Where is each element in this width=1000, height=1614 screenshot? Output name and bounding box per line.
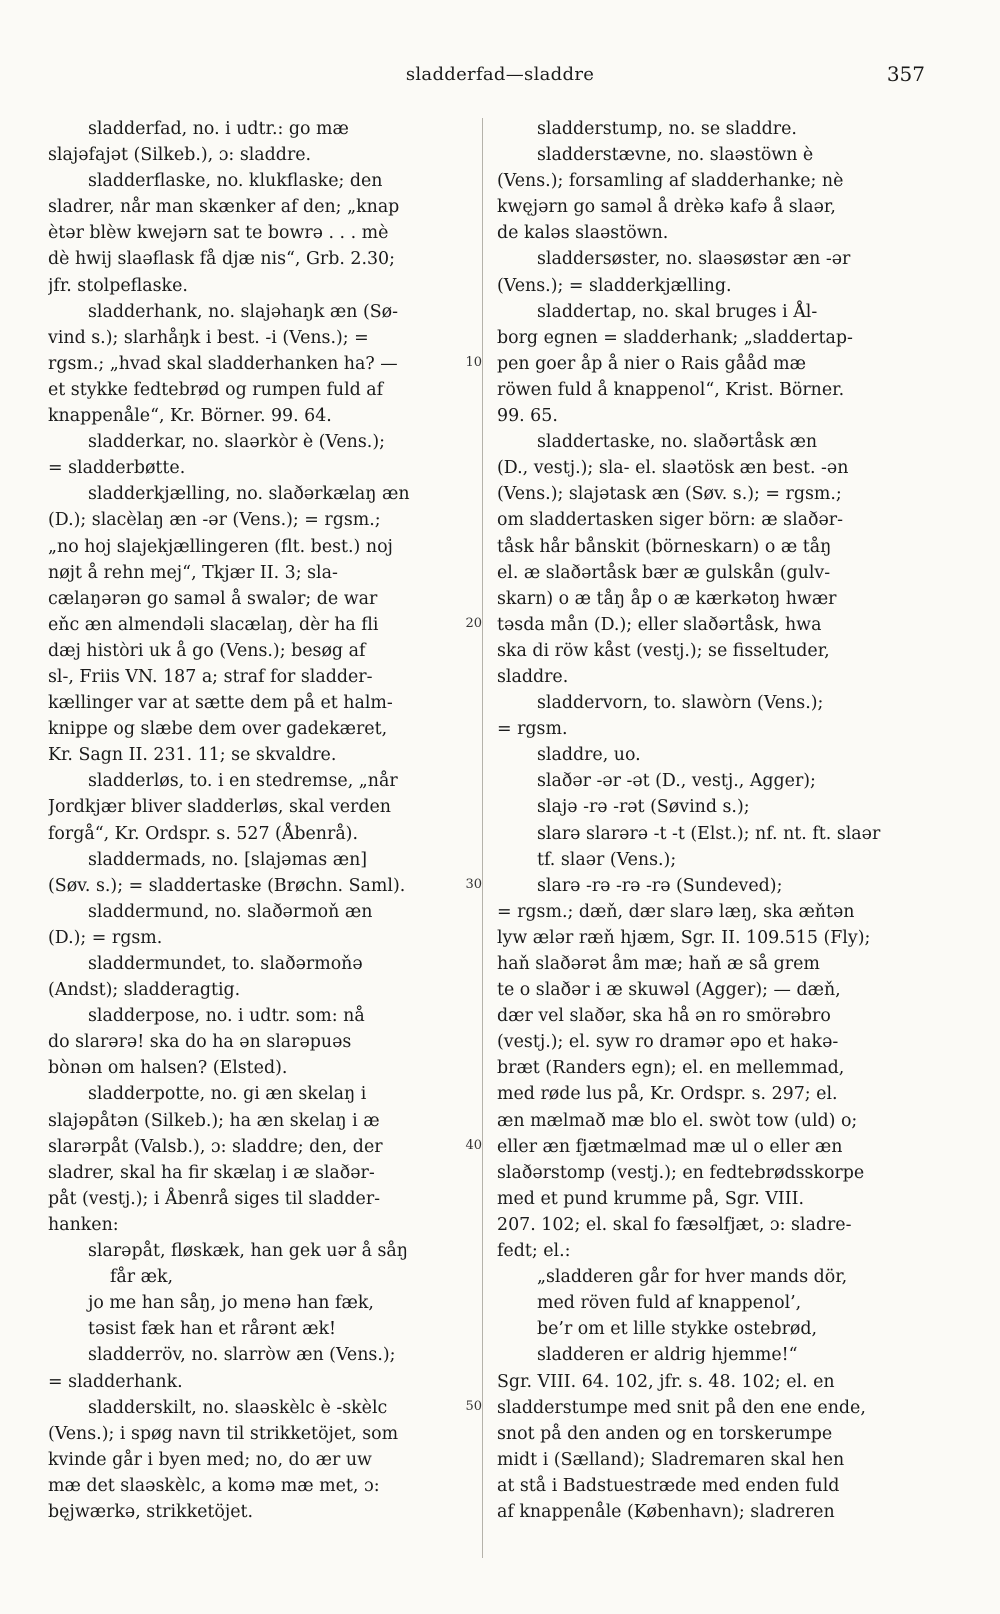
text-line: slaðərstomp (vestj.); en fedtebrødsskorpe xyxy=(497,1162,865,1183)
text-line: sladderstumpe med snit på den ene ende, xyxy=(497,1397,866,1418)
text-line: təsda mån (D.); eller slaðərtåsk, hwa xyxy=(497,614,822,635)
text-line: rgsm.; „hvad skal sladderhanken ha? — xyxy=(48,353,398,374)
text-line: tåsk hår bånskit (börneskarn) o æ tåŋ xyxy=(497,536,832,557)
text-line: sladderstump, no. se sladdre. xyxy=(537,119,797,139)
text-line: 99. 65. xyxy=(497,406,558,427)
text-line: te o slaðər i æ skuwəl (Agger); — dæň, xyxy=(497,980,841,1001)
text-line: slajəpåtən (Silkeb.); ha æn skelaŋ i æ xyxy=(48,1110,380,1131)
text-line: lyw ælər ræň hjæm, Sgr. II. 109.515 (Fly); xyxy=(497,927,871,948)
text-line: sladderhank, no. slajəhaŋk æn (Sø- xyxy=(88,301,398,322)
text-line: sladdervorn, to. slawòrn (Vens.); xyxy=(537,693,824,714)
text-line: får æk, xyxy=(110,1267,174,1288)
text-line: med røde lus på, Kr. Ordspr. s. 297; el. xyxy=(497,1084,838,1105)
text-line: bònən om halsen? (Elsted). xyxy=(48,1058,288,1079)
text-line: sladderkjælling, no. slaðərkælaŋ æn xyxy=(88,484,410,505)
page-header xyxy=(0,60,1000,90)
text-line: sladdersøster, no. slaəsøstər æn -ər xyxy=(537,249,851,270)
text-line: slarə -rə -rə -rə (Sundeved); xyxy=(537,875,783,896)
line-number: 30 xyxy=(465,877,482,892)
text-line: sladdermundet, to. slaðərmoňə xyxy=(88,954,363,974)
text-line: ska di röw kåst (vestj.); se fisseltuder, xyxy=(497,640,830,661)
text-line: et stykke fedtebrød og rumpen fuld af xyxy=(48,379,384,400)
text-line: kællinger var at sætte dem på et halm- xyxy=(48,693,393,714)
text-line: sladderröv, no. slarròw æn (Vens.); xyxy=(88,1345,396,1366)
text-line: (Søv. s.); = sladdertaske (Brøchn. Saml). xyxy=(48,875,406,896)
text-line: sladderflaske, no. klukflaske; den xyxy=(88,171,383,192)
text-line: forgå“, Kr. Ordspr. s. 527 (Åbenrå). xyxy=(48,823,358,844)
text-line: kvinde går i byen med; no, do ær uw xyxy=(48,1449,372,1470)
text-line: dè hwij slaəflask få djæ nis“, Grb. 2.30; xyxy=(48,249,395,270)
text-line: vind s.); slarhåŋk i best. -i (Vens.); = xyxy=(48,327,369,348)
text-line: (D.); slacèlaŋ æn -ər (Vens.); = rgsm.; xyxy=(48,510,381,531)
text-line: sladrer, når man skænker af den; „knap xyxy=(48,197,400,218)
text-line: (D.); = rgsm. xyxy=(48,927,163,948)
text-line: cælaŋərən go saməl å swalər; de war xyxy=(48,588,378,609)
text-line: slarə slarərə -t -t (Elst.); nf. nt. ft. slaər xyxy=(537,823,881,844)
text-line: fedt; el.: xyxy=(497,1241,571,1262)
text-line: knappenåle“, Kr. Börner. 99. 64. xyxy=(48,406,332,427)
text-line: sl-, Friis VN. 187 a; straf for sladder- xyxy=(48,666,373,687)
text-line: de kaləs slaəstöwn. xyxy=(497,223,669,244)
text-line: pen goer åp å nier o Rais gååd mæ xyxy=(497,353,806,374)
text-line: sladdre. xyxy=(497,666,569,687)
column-divider xyxy=(482,118,483,1558)
text-line: jo me han såŋ, jo menə han fæk, xyxy=(88,1293,374,1314)
text-line: sladdermads, no. [slajəmas æn] xyxy=(88,849,368,870)
text-line: sladderpose, no. i udtr. som: nå xyxy=(88,1006,365,1027)
text-line: Sgr. VIII. 64. 102, jfr. s. 48. 102; el. en xyxy=(497,1371,835,1392)
text-line: ètər blèw kwejərn sat te bowrə . . . mè xyxy=(48,223,389,244)
text-line: slajəfajət (Silkeb.), ɔ: sladdre. xyxy=(48,145,312,166)
left-column xyxy=(48,116,463,1525)
text-line: at stå i Badstuestræde med enden fuld xyxy=(497,1475,840,1496)
text-line: be’r om et lille stykke ostebrød, xyxy=(537,1319,818,1340)
text-line: skarn) o æ tåŋ åp o æ kærkətoŋ hwær xyxy=(497,588,837,609)
line-number: 10 xyxy=(465,355,482,370)
text-line: = sladderbøtte. xyxy=(48,458,186,479)
text-line: sladdermund, no. slaðərmoň æn xyxy=(88,901,373,922)
text-line: sladderstævne, no. slaəstöwn è xyxy=(537,145,814,166)
text-line: slaðər -ər -ət (D., vestj., Agger); xyxy=(537,771,816,792)
text-line: nøjt å rehn mej“, Tkjær II. 3; sla- xyxy=(48,562,338,583)
text-line: (Vens.); slajətask æn (Søv. s.); = rgsm.; xyxy=(497,484,842,505)
text-line: sladderfad, no. i udtr.: go mæ xyxy=(88,119,349,139)
text-line: med röven fuld af knappenol’, xyxy=(537,1293,802,1314)
text-line: sladderløs, to. i en stedremse, „når xyxy=(88,771,398,792)
text-line: bræt (Randers egn); el. en mellemmad, xyxy=(497,1058,845,1079)
text-line: do slarərə! ska do ha ən slarəpuəs xyxy=(48,1032,352,1053)
running-head: sladderfad—sladdre xyxy=(405,64,595,85)
text-line: dæj històri uk å go (Vens.); besøg af xyxy=(48,640,366,661)
text-line: (Andst); sladderagtig. xyxy=(48,980,241,1001)
text-line: təsist fæk han et rårənt æk! xyxy=(88,1319,337,1340)
text-line: dær vel slaðər, ska hå ən ro smörəbro xyxy=(497,1006,831,1027)
text-line: med et pund krumme på, Sgr. VIII. xyxy=(497,1188,805,1209)
text-line: sladderpotte, no. gi æn skelaŋ i xyxy=(88,1084,367,1105)
text-line: om sladdertasken siger börn: æ slaðər- xyxy=(497,510,843,531)
line-number: 40 xyxy=(465,1138,482,1153)
text-line: sladderen er aldrig hjemme!“ xyxy=(537,1345,798,1366)
text-line: hanken: xyxy=(48,1214,119,1235)
text-line: bęjwærkə, strikketöjet. xyxy=(48,1501,254,1522)
page-number: 357 xyxy=(886,62,925,86)
text-line: „sladderen går for hver mands dör, xyxy=(537,1267,848,1288)
text-line: el. æ slaðərtåsk bær æ gulskån (gulv- xyxy=(497,562,831,583)
text-line: Kr. Sagn II. 231. 11; se skvaldre. xyxy=(48,745,337,766)
text-line: tf. slaər (Vens.); xyxy=(537,849,677,870)
text-line: påt (vestj.); i Åbenrå siges til sladder- xyxy=(48,1188,381,1209)
text-line: 207. 102; el. skal fo fæsəlfjæt, ɔ: sladre- xyxy=(497,1214,852,1235)
text-line: = rgsm.; dæň, dær slarə læŋ, ska æňtən xyxy=(497,901,855,922)
text-line: kwęjərn go saməl å drèkə kafə å slaər, xyxy=(497,197,836,218)
text-line: æn mælmað mæ blo el. swòt tow (uld) o; xyxy=(497,1110,858,1131)
text-line: röwen fuld å knappenol“, Krist. Börner. xyxy=(497,379,845,400)
text-line: = sladderhank. xyxy=(48,1371,183,1392)
right-column xyxy=(497,116,922,1525)
text-line: sladdertaske, no. slaðərtåsk æn xyxy=(537,432,818,453)
text-line: sladdertap, no. skal bruges i Ål- xyxy=(537,301,818,322)
text-line: (Vens.); forsamling af sladderhanke; nè xyxy=(497,171,844,192)
text-line: haň slaðərət åm mæ; haň æ så grem xyxy=(497,954,820,974)
text-line: sladderskilt, no. slaəskèlc è -skèlc xyxy=(88,1397,388,1418)
text-line: eňc æn almendəli slacælaŋ, dèr ha fli xyxy=(48,614,379,635)
text-line: = rgsm. xyxy=(497,719,568,740)
text-line: midt i (Sælland); Sladremaren skal hen xyxy=(497,1449,845,1470)
text-line: borg egnen = sladderhank; „sladdertap- xyxy=(497,327,853,348)
text-line: knippe og slæbe dem over gadekæret, xyxy=(48,719,388,740)
text-line: sladdre, uo. xyxy=(537,745,641,766)
text-line: (Vens.); = sladderkjælling. xyxy=(497,275,732,296)
text-line: snot på den anden og en torskerumpe xyxy=(497,1423,833,1444)
text-line: af knappenåle (København); sladreren xyxy=(497,1501,835,1522)
text-line: jfr. stolpeflaske. xyxy=(48,275,188,296)
text-line: slajə -rə -rət (Søvind s.); xyxy=(537,797,750,818)
text-line: slarərpåt (Valsb.), ɔ: sladdre; den, der xyxy=(48,1136,383,1157)
text-line: (D., vestj.); sla- el. slaətösk æn best. -ən xyxy=(497,458,849,479)
text-line: eller æn fjætmælmad mæ ul o eller æn xyxy=(497,1136,843,1157)
text-line: sladrer, skal ha fir skælaŋ i æ slaðər- xyxy=(48,1162,375,1183)
line-number: 20 xyxy=(465,616,482,631)
text-line: (Vens.); i spøg navn til strikketöjet, som xyxy=(48,1423,399,1444)
text-line: slarəpåt, fløskæk, han gek uər å såŋ xyxy=(88,1241,408,1262)
text-line: (vestj.); el. syw ro dramər əpo et hakə- xyxy=(497,1032,839,1053)
text-line: Jordkjær bliver sladderløs, skal verden xyxy=(48,797,391,818)
line-number: 50 xyxy=(465,1399,482,1414)
text-line: mæ det slaəskèlc, a komə mæ met, ɔ: xyxy=(48,1475,380,1496)
text-line: „no hoj slajekjællingeren (flt. best.) noj xyxy=(48,536,393,557)
text-line: sladderkar, no. slaərkòr è (Vens.); xyxy=(88,432,385,453)
